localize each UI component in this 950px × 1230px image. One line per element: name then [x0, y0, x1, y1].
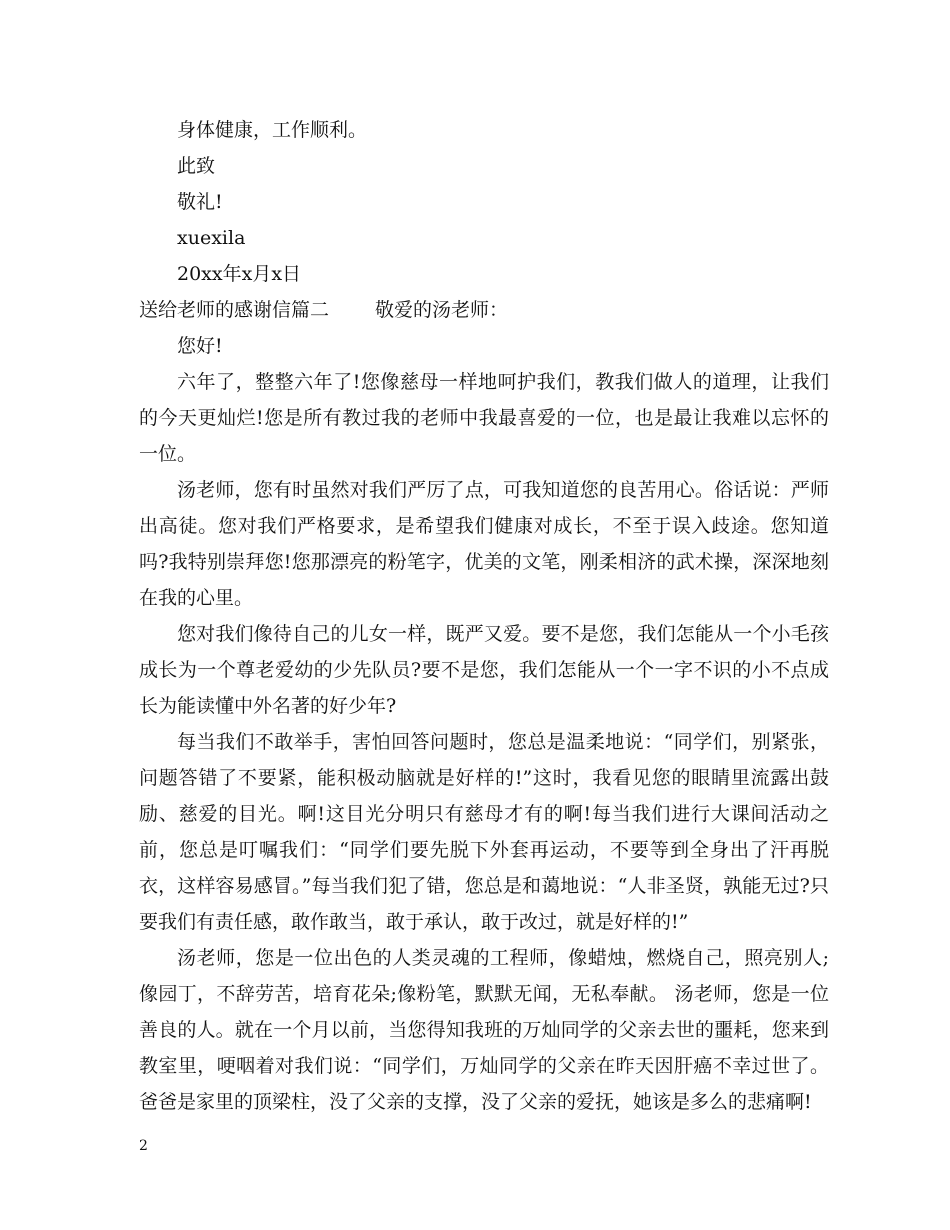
body-paragraph-3: 您对我们像待自己的儿女一样，既严又爱。要不是您，我们怎能从一个小毛孩成长为一个尊老爱幼的少先队员?要不是您，我们怎能从一个一字不识的小不点成长为能读懂中外名著的好少年?: [139, 623, 829, 717]
letter-title: 送给老师的感谢信篇二: [139, 299, 330, 321]
closing-phrase-1: 此致: [177, 155, 216, 177]
page-number: 2: [139, 1138, 148, 1154]
letter-date: 20xx年x月x日: [177, 263, 302, 285]
body-paragraph-1: 六年了，整整六年了!您像慈母一样地呵护我们，教我们做人的道理，让我们的今天更灿烂!您是所有教过我的老师中我最喜爱的一位，也是最让我难以忘怀的一位。: [139, 371, 829, 465]
body-paragraph-2: 汤老师，您有时虽然对我们严厉了点，可我知道您的良苦用心。俗话说：严师出高徒。您对我们严格要求，是希望我们健康对成长，不至于误入歧途。您知道吗?我特别崇拜您!您那漂亮的粉笔字，优美的文笔，刚柔相济的武术操，深深地刻在我的心里。: [139, 479, 829, 609]
body-paragraph-5: 汤老师，您是一位出色的人类灵魂的工程师，像蜡烛，燃烧自己，照亮别人;像园丁，不辞劳苦，培育花朵;像粉笔，默默无闻，无私奉献。 汤老师，您是一位善良的人。就在一个月以前，当您得知我班的万灿同学的父亲去世的噩耗，您来到教室里，哽咽着对我们说：“同学们，万灿同学的父亲在昨天因肝癌不幸过世了。爸爸是家里的顶梁柱，没了父亲的支撑，没了父亲的爱抚，她该是多么的悲痛啊!: [139, 947, 829, 1113]
page-content: [139, 112, 829, 1120]
letter-greeting: 您好!: [177, 335, 223, 357]
closing-phrase-2: 敬礼!: [177, 191, 223, 213]
closing-wish: 身体健康，工作顺利。: [177, 119, 368, 141]
letter-heading: [139, 292, 829, 328]
signature: xuexila: [177, 227, 246, 249]
body-paragraph-4: 每当我们不敢举手，害怕回答问题时，您总是温柔地说：“同学们，别紧张，问题答错了不要紧，能积极动脑就是好样的!”这时，我看见您的眼睛里流露出鼓励、慈爱的目光。啊!这目光分明只有慈母才有的啊!每当我们进行大课间活动之前，您总是叮嘱我们：“同学们要先脱下外套再运动，不要等到全身出了汗再脱衣，这样容易感冒。”每当我们犯了错，您总是和蔼地说：“人非圣贤，孰能无过?只要我们有责任感，敢作敢当，敢于承认，敢于改过，就是好样的!”: [139, 731, 829, 933]
letter-salutation: 敬爱的汤老师：: [375, 299, 509, 321]
